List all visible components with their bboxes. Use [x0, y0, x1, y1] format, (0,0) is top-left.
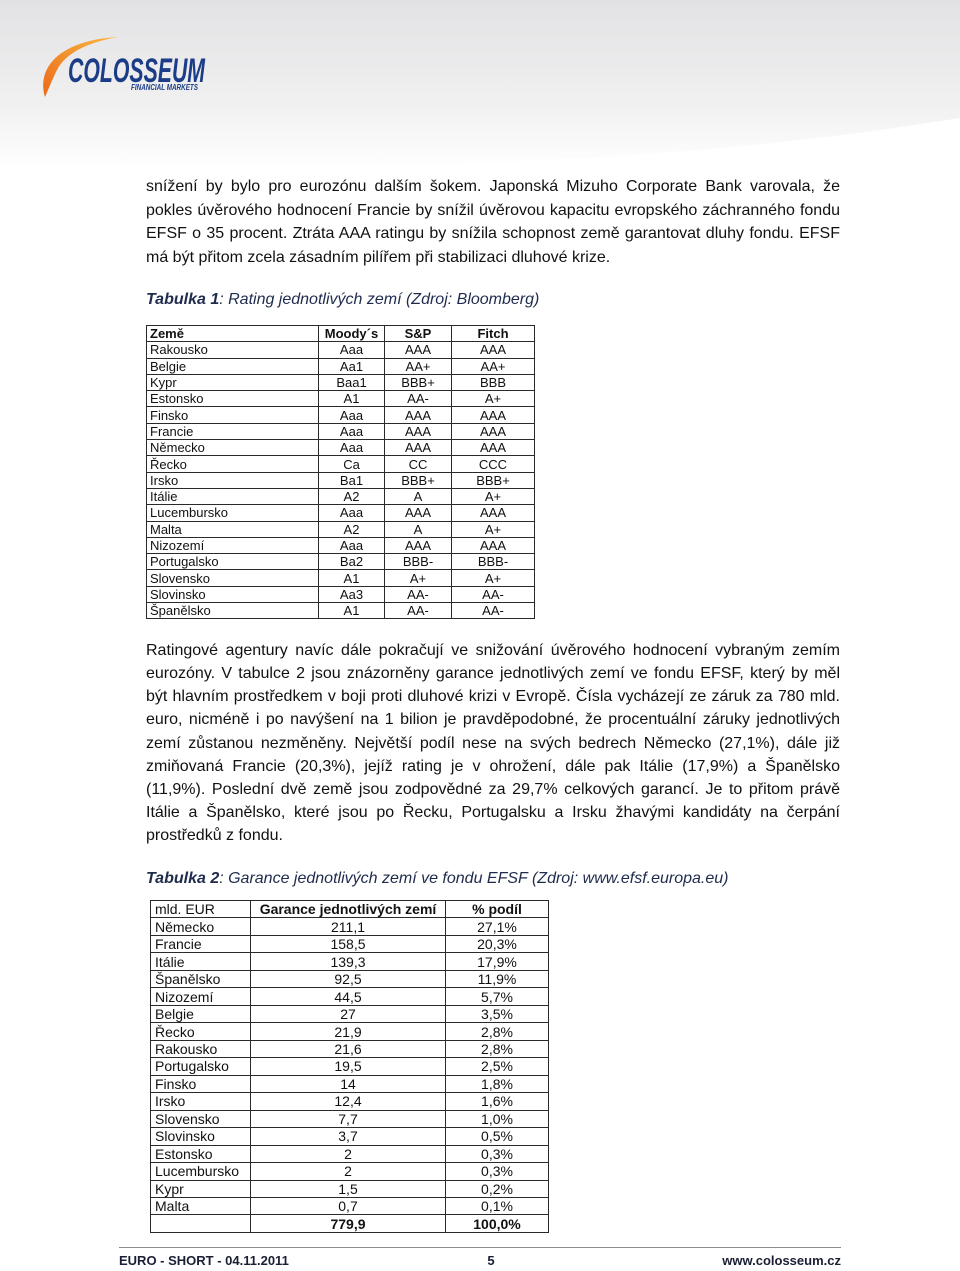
- table-row: [151, 1058, 549, 1075]
- country-cell: Rakousko: [151, 1040, 251, 1057]
- column-header: Fitch: [452, 326, 535, 342]
- table-row: [147, 407, 535, 423]
- country-cell: Belgie: [147, 358, 319, 374]
- value-cell: AA+: [452, 358, 535, 374]
- value-cell: A2: [319, 521, 385, 537]
- table-row: [147, 391, 535, 407]
- country-cell: Řecko: [151, 1023, 251, 1040]
- value-cell: AAA: [452, 440, 535, 456]
- country-cell: Španělsko: [147, 603, 319, 619]
- paragraph-line: pokles úvěrového hodnocení Francie by snížil úvěrovou kapacitu evropského záchranného fondu: [146, 201, 840, 219]
- value-cell: 27: [251, 1005, 446, 1022]
- value-cell: Aaa: [319, 440, 385, 456]
- table-row: [151, 918, 549, 935]
- country-cell: Kypr: [147, 374, 319, 390]
- value-cell: AA-: [385, 391, 452, 407]
- table-header-row: [147, 326, 535, 342]
- value-cell: AAA: [452, 423, 535, 439]
- value-cell: Aaa: [319, 342, 385, 358]
- country-cell: Nizozemí: [151, 988, 251, 1005]
- value-cell: BBB+: [452, 472, 535, 488]
- value-cell: AAA: [385, 342, 452, 358]
- table-row: [151, 1093, 549, 1110]
- value-cell: BBB-: [385, 554, 452, 570]
- total-share-cell: 100,0%: [446, 1215, 549, 1232]
- paragraph-line: snížení by bylo pro eurozónu dalším šokem. Japonská Mizuho Corporate Bank varovala, že: [146, 178, 840, 195]
- value-cell: 2: [251, 1163, 446, 1180]
- total-row: [151, 1215, 549, 1232]
- value-cell: AAA: [385, 423, 452, 439]
- value-cell: 7,7: [251, 1110, 446, 1127]
- caption-text: : Garance jednotlivých zemí ve fondu EFSF (Zdroj: www.efsf.europa.eu): [219, 870, 729, 887]
- value-cell: 21,9: [251, 1023, 446, 1040]
- value-cell: AA-: [452, 586, 535, 602]
- table-row: [147, 570, 535, 586]
- caption-label: Tabulka 1: [146, 291, 220, 308]
- country-cell: Estonsko: [147, 391, 319, 407]
- value-cell: Aaa: [319, 423, 385, 439]
- value-cell: 1,0%: [446, 1110, 549, 1127]
- value-cell: AAA: [452, 342, 535, 358]
- value-cell: 2,8%: [446, 1023, 549, 1040]
- value-cell: AAA: [385, 407, 452, 423]
- value-cell: 11,9%: [446, 970, 549, 987]
- table-row: [147, 537, 535, 553]
- value-cell: 0,3%: [446, 1145, 549, 1162]
- table-row: [147, 505, 535, 521]
- footer-website: www.colosseum.cz: [722, 1253, 841, 1268]
- value-cell: 158,5: [251, 935, 446, 952]
- country-cell: Portugalsko: [147, 554, 319, 570]
- value-cell: A+: [452, 570, 535, 586]
- country-cell: Rakousko: [147, 342, 319, 358]
- table-row: [151, 1180, 549, 1197]
- value-cell: 2,5%: [446, 1058, 549, 1075]
- value-cell: A1: [319, 603, 385, 619]
- value-cell: Aaa: [319, 407, 385, 423]
- caption-text: : Rating jednotlivých zemí (Zdroj: Bloomberg): [219, 291, 540, 308]
- table-row: [147, 521, 535, 537]
- value-cell: CC: [385, 456, 452, 472]
- country-cell: Finsko: [151, 1075, 251, 1092]
- value-cell: 1,6%: [446, 1093, 549, 1110]
- value-cell: AA-: [452, 603, 535, 619]
- country-cell: Malta: [147, 521, 319, 537]
- table-row: [147, 456, 535, 472]
- table-row: [151, 935, 549, 952]
- country-cell: Irsko: [151, 1093, 251, 1110]
- table-row: [151, 1145, 549, 1162]
- table-row: [151, 1075, 549, 1092]
- paragraph-line: euro, nicméně i po navýšení na 1 bilion je pravděpodobné, že procentuální záruky jednotlivých: [146, 711, 840, 729]
- value-cell: A: [385, 521, 452, 537]
- value-cell: 1,5: [251, 1180, 446, 1197]
- value-cell: 17,9%: [446, 953, 549, 970]
- body-paragraph: [146, 639, 840, 847]
- table-row: [151, 1110, 549, 1127]
- value-cell: 12,4: [251, 1093, 446, 1110]
- value-cell: 2: [251, 1145, 446, 1162]
- value-cell: BBB: [452, 374, 535, 390]
- value-cell: Ba2: [319, 554, 385, 570]
- table-row: [147, 440, 535, 456]
- table-row: [147, 374, 535, 390]
- country-cell: Španělsko: [151, 970, 251, 987]
- value-cell: AAA: [385, 505, 452, 521]
- table-row: [147, 586, 535, 602]
- value-cell: BBB+: [385, 374, 452, 390]
- value-cell: Aa1: [319, 358, 385, 374]
- value-cell: A1: [319, 391, 385, 407]
- country-cell: Řecko: [147, 456, 319, 472]
- value-cell: 0,7: [251, 1197, 446, 1214]
- paragraph-line: zmiňovaná Francie (20,3%), jejíž rating je v ohrožení, dále pak Itálie (17,9%) a Španělsko: [146, 757, 840, 775]
- value-cell: Aaa: [319, 537, 385, 553]
- country-cell: Nizozemí: [147, 537, 319, 553]
- value-cell: Ba1: [319, 472, 385, 488]
- value-cell: Aa3: [319, 586, 385, 602]
- table-row: [151, 970, 549, 987]
- country-cell: Itálie: [147, 488, 319, 504]
- logo-wordmark: COLOSSEUM: [68, 52, 206, 90]
- country-cell: Slovensko: [147, 570, 319, 586]
- value-cell: 0,2%: [446, 1180, 549, 1197]
- colosseum-logo: [0, 0, 230, 110]
- country-cell: Francie: [147, 423, 319, 439]
- column-header: Země: [147, 326, 319, 342]
- table-header-row: [151, 901, 549, 918]
- table-row: [151, 1040, 549, 1057]
- table-row: [147, 358, 535, 374]
- value-cell: 2,8%: [446, 1040, 549, 1057]
- table-row: [151, 1163, 549, 1180]
- country-cell: Belgie: [151, 1005, 251, 1022]
- value-cell: 14: [251, 1075, 446, 1092]
- value-cell: AA+: [385, 358, 452, 374]
- value-cell: A1: [319, 570, 385, 586]
- paragraph-line: eurozóny. V tabulce 2 jsou znázorněny garance jednotlivých zemí ve fondu EFSF, který by měl: [146, 665, 840, 683]
- table-row: [151, 1005, 549, 1022]
- table2-caption: [146, 869, 728, 889]
- table-row: [151, 988, 549, 1005]
- value-cell: A+: [452, 391, 535, 407]
- value-cell: 0,1%: [446, 1197, 549, 1214]
- value-cell: AAA: [452, 505, 535, 521]
- country-cell: Slovensko: [151, 1110, 251, 1127]
- country-cell: Estonsko: [151, 1145, 251, 1162]
- value-cell: 0,3%: [446, 1163, 549, 1180]
- value-cell: AAA: [452, 537, 535, 553]
- value-cell: 3,5%: [446, 1005, 549, 1022]
- intro-paragraph: [146, 175, 840, 269]
- country-cell: Malta: [151, 1197, 251, 1214]
- value-cell: A2: [319, 488, 385, 504]
- table-row: [147, 554, 535, 570]
- column-header: Moody´s: [319, 326, 385, 342]
- table-row: [151, 953, 549, 970]
- value-cell: 0,5%: [446, 1128, 549, 1145]
- table-row: [151, 1197, 549, 1214]
- value-cell: 27,1%: [446, 918, 549, 935]
- country-cell: Lucembursko: [151, 1163, 251, 1180]
- value-cell: AAA: [385, 537, 452, 553]
- footer-page-number: 5: [487, 1253, 495, 1268]
- caption-label: Tabulka 2: [146, 870, 220, 887]
- column-header: Garance jednotlivých zemí: [251, 901, 446, 918]
- country-cell: Německo: [151, 918, 251, 935]
- value-cell: AAA: [385, 440, 452, 456]
- logo-tagline: FINANCIAL MARKETS: [131, 83, 199, 92]
- total-amount-cell: 779,9: [251, 1215, 446, 1232]
- value-cell: 21,6: [251, 1040, 446, 1057]
- country-cell: Slovinsko: [151, 1128, 251, 1145]
- guarantees-table: [150, 900, 549, 1233]
- paragraph-line: EFSF o 35 procent. Ztráta AAA ratingu by snížila schopnost země garantovat dluhy fondu. EFSF: [146, 225, 840, 243]
- value-cell: Aaa: [319, 505, 385, 521]
- country-cell: Německo: [147, 440, 319, 456]
- country-cell: Slovinsko: [147, 586, 319, 602]
- country-cell: Portugalsko: [151, 1058, 251, 1075]
- ratings-table: [146, 325, 535, 619]
- country-cell: Francie: [151, 935, 251, 952]
- table-row: [147, 423, 535, 439]
- country-cell: Lucembursko: [147, 505, 319, 521]
- value-cell: A+: [385, 570, 452, 586]
- footer-document-title: EURO - SHORT - 04.11.2011: [119, 1253, 289, 1268]
- value-cell: A+: [452, 488, 535, 504]
- value-cell: BBB-: [452, 554, 535, 570]
- paragraph-line: má být přitom zcela zásadním pilířem při stabilizaci dluhové krize.: [146, 248, 611, 266]
- value-cell: AA-: [385, 603, 452, 619]
- value-cell: Baa1: [319, 374, 385, 390]
- country-cell: Itálie: [151, 953, 251, 970]
- column-header: % podíl: [446, 901, 549, 918]
- value-cell: BBB+: [385, 472, 452, 488]
- value-cell: 1,8%: [446, 1075, 549, 1092]
- paragraph-line: zemí zůstanou nezměněny. Největší podíl nese na svých bedrech Německo (27,1%), dále již: [146, 734, 840, 752]
- value-cell: 19,5: [251, 1058, 446, 1075]
- footer-divider: [119, 1247, 841, 1248]
- value-cell: 139,3: [251, 953, 446, 970]
- value-cell: A: [385, 488, 452, 504]
- value-cell: 20,3%: [446, 935, 549, 952]
- value-cell: CCC: [452, 456, 535, 472]
- paragraph-line: Itálie a Španělsko, které jsou po Řecku, Portugalsku a Irsku žhavými kandidáty na čerpání: [146, 803, 840, 821]
- value-cell: AA-: [385, 586, 452, 602]
- column-header: S&P: [385, 326, 452, 342]
- paragraph-line: (11,9%). Poslední dvě země jsou zodpovědné za 29,7% celkových garancí. Je to přitom právě: [146, 780, 840, 798]
- paragraph-line: být hlavním prostředkem v boji proti dluhové krizi v Evropě. Čísla vycházejí ze záruk za 780 mld.: [146, 688, 840, 706]
- value-cell: 3,7: [251, 1128, 446, 1145]
- table-row: [147, 603, 535, 619]
- table-row: [151, 1023, 549, 1040]
- total-label-cell: [151, 1215, 251, 1232]
- column-header: mld. EUR: [151, 901, 251, 918]
- country-cell: Kypr: [151, 1180, 251, 1197]
- value-cell: A+: [452, 521, 535, 537]
- table-row: [147, 488, 535, 504]
- value-cell: 5,7%: [446, 988, 549, 1005]
- paragraph-line: Ratingové agentury navíc dále pokračují ve snižování úvěrového hodnocení vybraným zemím: [146, 642, 840, 659]
- table-row: [147, 342, 535, 358]
- table-row: [151, 1128, 549, 1145]
- value-cell: 211,1: [251, 918, 446, 935]
- value-cell: Ca: [319, 456, 385, 472]
- country-cell: Finsko: [147, 407, 319, 423]
- country-cell: Irsko: [147, 472, 319, 488]
- value-cell: 92,5: [251, 970, 446, 987]
- table-row: [147, 472, 535, 488]
- value-cell: 44,5: [251, 988, 446, 1005]
- table1-caption: [146, 290, 539, 310]
- paragraph-line: prostředků z fondu.: [146, 827, 283, 844]
- value-cell: AAA: [452, 407, 535, 423]
